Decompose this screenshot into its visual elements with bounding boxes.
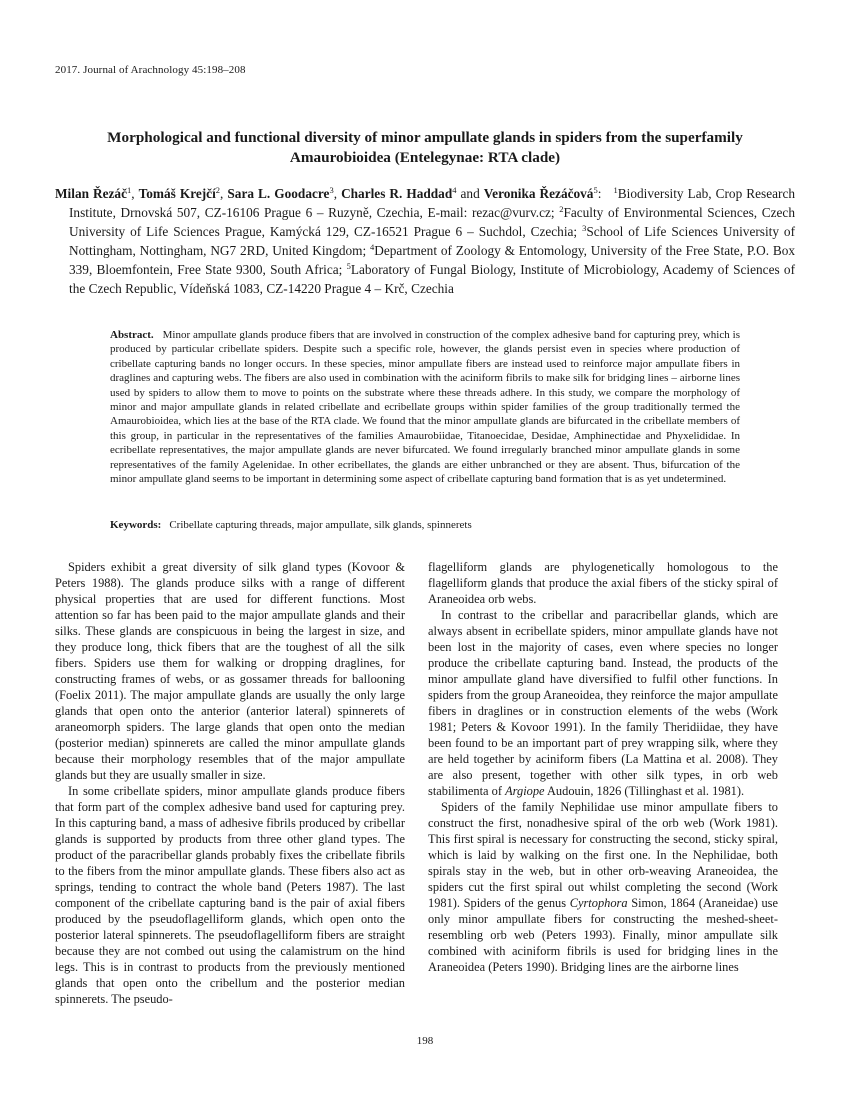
page-number: 198 — [416, 1035, 434, 1047]
abstract-label: Abstract. — [110, 329, 154, 341]
affiliation-text: Laboratory of Fungal Biology, Institute of Microbiology, Academy of Sciences of the Czech Republic, Vídeňská 1083, CZ-14220 Prague 4 – Krč, Czechia — [69, 262, 795, 296]
body-text: Simon, 1864 (Araneidae) use only minor ampullate fibers for constructing the meshed-sheet-resembling orb web (Peters 1993). Finally, minor ampullate silk combined with aciniform fibrils is used for bridging lines in the Araneoidea (Peters 1990). Bridging lines are the airborne lines — [428, 896, 778, 974]
affiliation-text: Biodiversity Lab, Crop Research Institute, Drnovská 507, CZ-16106 Prague 6 – Ruzyně, Czechia, E-mail: rezac@vurv.cz; — [69, 186, 795, 220]
body-text: Spiders of the family Nephilidae use minor ampullate fibers to construct the first, nonadhesive spiral of the orb web (Work 1981). This first spiral is necessary for constructing the second, sticky spiral, which is laid by walking on the first one. In the Nephilidae, both spirals stay in the web, but in other orb-weaving Araneoidea, the spiders cut the first spiral out whilst completing the second (Work 1981). Spiders of the genus — [428, 800, 778, 910]
body-paragraph — [428, 799, 778, 975]
affiliation-text: Department of Zoology & Entomology, University of the Free State, P.O. Box 339, Bloemfontein, Free State 9300, South Africa; — [69, 243, 795, 277]
affiliation-marker: 5 — [346, 261, 351, 271]
affiliation-text: School of Life Sciences University of Nottingham, Nottingham, NG7 2RD, United Kingdom; — [69, 224, 796, 258]
keywords — [110, 519, 740, 531]
body-paragraph: In some cribellate spiders, minor ampullate glands produce fibers that form part of the complex adhesive band used for capturing prey. In this capturing band, a mass of adhesive fibrils produced by cribellar glands is supported by products from three other gland types. The product of the paracribellar glands probably fixes the cribellate fibrils to the fibers from the minor ampullate glands. These fibers also act as springs, tending to contract the whole band (Peters 1987). The last component of the cribellate capturing band is the pair of axial fibers produced by the pseudoflagelliform glands, which open onto the posterior lateral spinnerets. The pseudoflagelliform fibers are straight because they are not combed out using the calamistrum on the hind legs. This is in contrast to products from the previously mentioned glands that open onto the cribellum and the posterior median spinnerets. The pseudo- — [55, 784, 405, 1006]
affiliation-marker: 2 — [559, 204, 564, 214]
body-paragraph: Spiders exhibit a great diversity of silk gland types (Kovoor & Peters 1988). The glands produce silks with a range of different physical properties that are used for different functions. Most attention so far has been paid to the major ampullate glands and their silks. These glands are conspicuous in being the largest in size, and they produce long, thick fibers that are the toughest of all the silk fibers. Spiders use them for walking or dropping draglines, for constructing frames of webs, or as gossamer threads for ballooning (Foelix 2011). The major ampullate glands are usually the only large glands that open onto the anterior (anterior lateral) spinnerets of araneomorph spiders. The large glands that open onto the median (posterior median) spinnerets are called the minor ampullate glands because their morphology resembles that of the major ampullate glands but they are usually smaller in size. — [55, 560, 405, 782]
affiliation-marker: 1 — [126, 185, 132, 195]
abstract — [110, 328, 740, 486]
author-name: Tomáš Krejčí — [138, 186, 216, 201]
body-text: In contrast to the cribellar and paracribellar glands, which are always absent in ecribellate spiders, minor ampullate glands have not been lost in the majority of cases, even where species no longer produce the cribellate capturing band. Instead, the products of the minor ampullate gland have diversified to fulfil other functions. In spiders from the group Araneoidea, they reinforce the major ampullate fibers in draglines or in construction elements of the webs (Work 1981; Peters & Kovoor 1991). In the family Theridiidae, they have been found to be an important part of prey wrapping silk, where they are held together by aciniform fibers (La Mattina et al. 2008). They are also present, together with other silk types, in orb web stabilimenta of — [428, 608, 778, 798]
body-text: Audouin, 1826 (Tillinghast et al. 1981). — [546, 784, 745, 798]
author-name: Charles R. Haddad — [341, 186, 453, 201]
affiliation-marker: 1 — [613, 185, 618, 195]
author-name: Veronika Řezáčová — [483, 186, 594, 201]
article-title: Morphological and functional diversity of minor ampullate glands in spiders from the superfamily Amaurobioidea (Entelegynae: RTA clade) — [107, 129, 743, 166]
affiliation-marker: 3 — [582, 223, 587, 233]
body-paragraph — [428, 607, 778, 799]
body-column-left — [55, 559, 405, 1007]
body-column-right — [428, 559, 778, 975]
body-paragraph: flagelliform glands are phylogenetically homologous to the flagelliform glands that produce the axial fibers of the sticky spiral of Araneoidea orb webs. — [428, 560, 778, 606]
affiliation-marker: 4 — [370, 242, 375, 252]
affiliation-text: Faculty of Environmental Sciences, Czech University of Life Sciences Prague, Kamýcká 129, CZ-16521 Prague 6 – Suchdol, Czechia; — [69, 205, 795, 239]
affiliation-marker: 5 — [593, 185, 598, 195]
author-conjunction: and — [460, 186, 480, 201]
abstract-text: Minor ampullate glands produce fibers that are involved in construction of the complex adhesive band for capturing prey, which is produced by particular cribellate spiders. Despite such a specific role, however, the glands persist even in species where production of cribellate capturing bands no longer occurs. In these species, minor ampullate fibers are instead used to reinforce major ampullate fibers in draglines and capturing webs. The fibers are also used in combination with the aciniform fibrils to make silk for bridging lines – airborne lines used by spiders to allow them to move to points on the substrate where these threads adhere. In this study, we compare the morphology of minor and major ampullate glands in related cribellate and ecribellate groups within spider families of the group traditionally termed the Amaurobioidea, which lies at the base of the RTA clade. We found that the minor ampullate glands are bifurcated in the cribellate members of this group, in particular in the representatives of the families Amaurobiidae, Titanoecidae, Desidae, Amphinectidae and Phyxelididae. In ecribellate representatives, the major ampullate glands are never bifurcated. We found irregularly branched minor ampullate glands in some representatives of the family Agelenidae. In other ecribellates, the glands are either unbranched or they are absent. Thus, bifurcation of the minor ampullate gland seems to be important in determining some aspect of cribellate capturing band formation that is as yet undetermined. — [110, 329, 740, 486]
keywords-label: Keywords: — [110, 519, 162, 531]
taxon-name: Argiope — [505, 784, 545, 798]
affiliation-marker: 3 — [329, 185, 334, 195]
taxon-name: Cyrtophora — [569, 896, 628, 910]
affiliation-marker: 4 — [452, 185, 457, 195]
affiliation-marker: 2 — [215, 185, 221, 195]
running-head: 2017. Journal of Arachnology 45:198–208 — [55, 64, 246, 76]
keywords-text: Cribellate capturing threads, major ampullate, silk glands, spinnerets — [169, 519, 472, 531]
author-name: Milan Řezáč — [55, 186, 127, 201]
author-block: Milan Řezáč$^1$, Tomáš Krejčí$^2$, Sara L. Goodacre$^3$, Charles R. Haddad$^4$ and Veronika Řezáčová$^5$: $^1$Biodiversity Lab, Crop Research Institute, Drnovská 507, CZ-16106 Prague 6 – Ruzyně, Czechia, E-mail: rezac@vurv.cz; $^2$Faculty of Environmental Sciences, Czech University of Life Sciences Prague, Kamýcká 129, CZ-16521 Prague 6 – Suchdol, Czechia; $^3$School of Life Sciences University of Nottingham, Nottingham, NG7 2RD, United Kingdom; $^4$Department of Zoology & Entomology, University of the Free State, P.O. Box 339, Bloemfontein, Free State 9300, South Africa; $^5$Laboratory of Fungal Biology, Institute of Microbiology, Academy of Sciences of the Czech Republic, Vídeňská 1083, CZ-14220 Prague 4 – Krč, Czechia — [55, 185, 796, 296]
author-name: Sara L. Goodacre — [227, 186, 330, 201]
